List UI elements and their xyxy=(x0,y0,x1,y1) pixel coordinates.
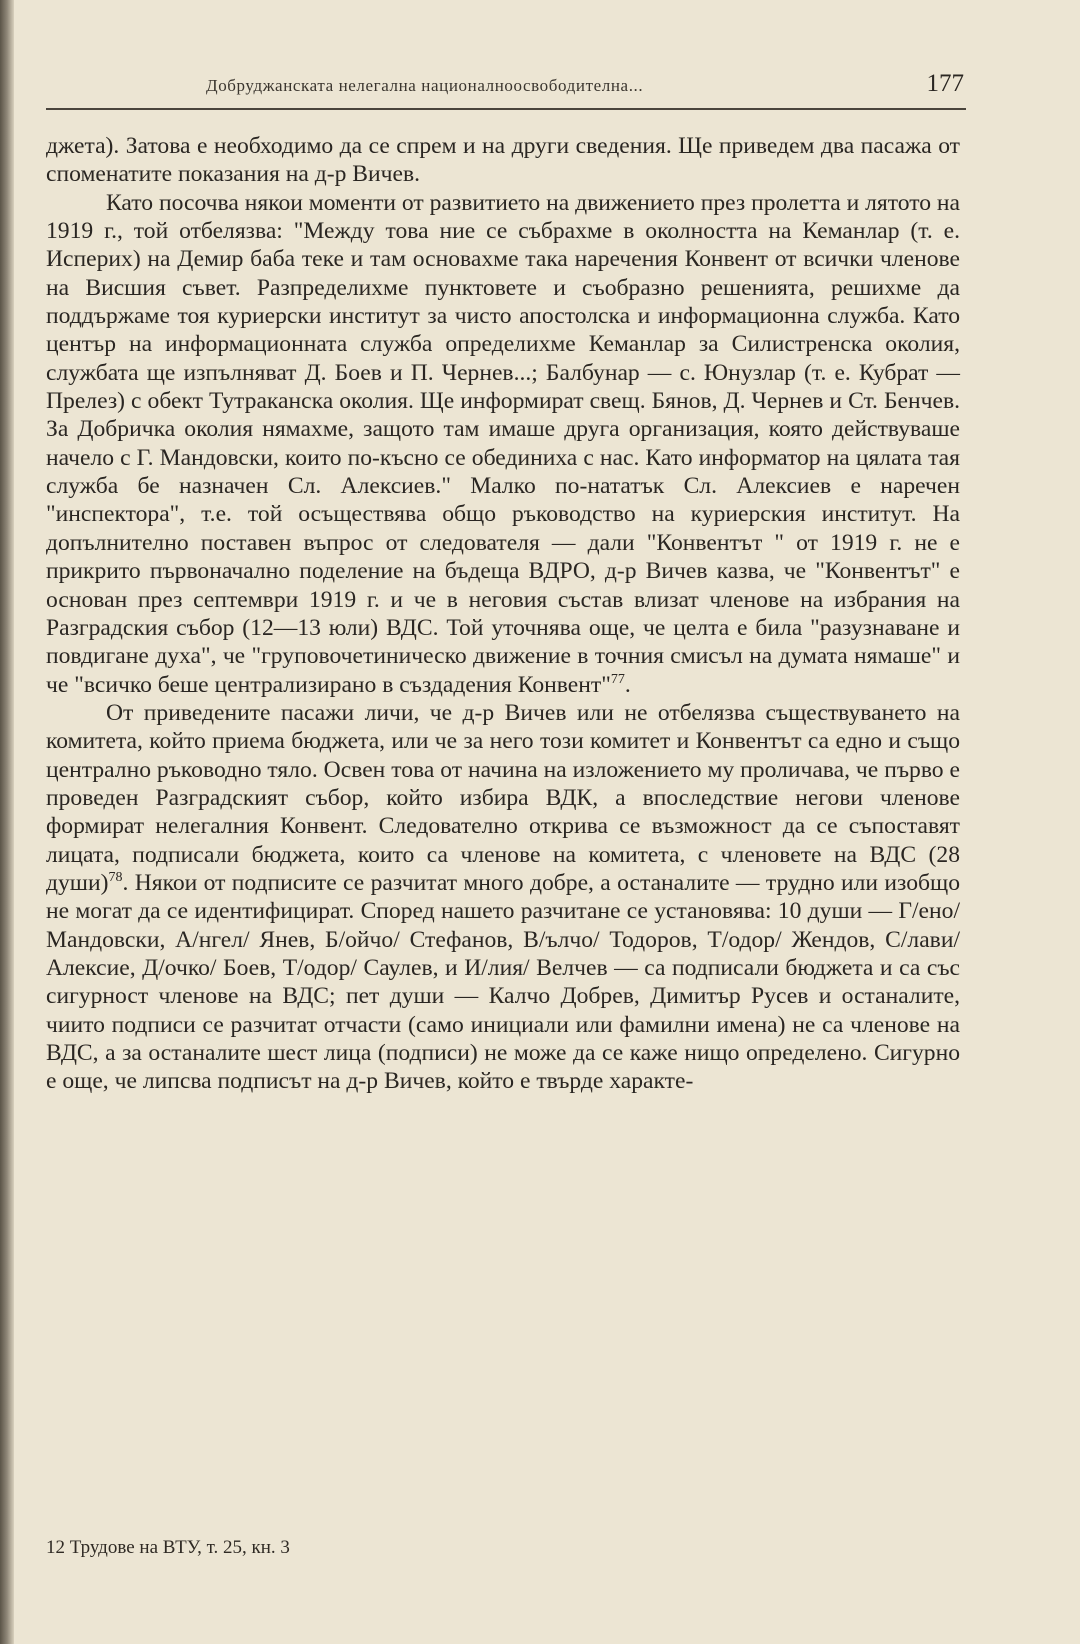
paragraph-3 xyxy=(46,699,960,1096)
footnote-ref-77: 77 xyxy=(610,671,625,687)
paragraph-3-text-a: От приведените пасажи личи, че д-р Вичев или не отбелязва съществуването на комитета, който приема бюджета, или че за него този комитет и Конвентът са едно и също централно ръководно тяло. Освен това от начина на изложението му проличава, че първо е проведен Разградският събор, който избира ВДК, а впоследствие негови членове формират нелегалния Конвент. Следователно открива се възможност да се съпоставят лицата, подписали бюджета, които са членове на комитета, с членовете на ВДС (28 души) xyxy=(46,699,960,896)
paragraph-3-text-b: . Някои от подписите се разчитат много добре, а останалите — трудно или изобщо не могат да се идентифицират. Според нашето разчитане се установява: 10 души — Г/ено/ Мандовски, А/нгел/ Янев, Б/ойчо/ Стефанов, В/ълчо/ Тодоров, Т/одор/ Жендов, С/лави/ Алексие, Д/очко/ Боев, Т/одор/ Саулев, и И/лия/ Велчев — са подписали бюджета и са със сигурност членове на ВДС; пет души — Калчо Добрев, Димитър Русев и останалите, чиито подписи се разчитат отчасти (само инициали или фамилни имена) не са членове на ВДС, а за останалите шест лица (подписи) не може да се каже нищо определено. Сигурно е още, че липсва подписът на д-р Вичев, който е твърде характе- xyxy=(46,869,960,1095)
paragraph-1: джета). Затова е необходимо да се спрем и на други сведения. Ще приведем два пасажа от споменатите показания на д-р Вичев. xyxy=(46,133,960,188)
running-title: Добруджанската нелегална националноосвободителна... xyxy=(206,76,644,95)
signature-line: 12 Трудове на ВТУ, т. 25, кн. 3 xyxy=(46,1537,290,1558)
paragraph-2-end: . xyxy=(624,671,631,698)
page-number: 177 xyxy=(926,70,964,97)
paragraph-2-text: Като посочва някои моменти от развитието на движението през пролетта и лятото на 1919 г., той отбелязва: "Между това ние се събрахме в околността на Кеманлар (т. е. Исперих) на Демир баба теке и там основахме така наречения Конвент от всички членове на Висшия съвет. Разпределихме пунктовете и съобразно решенията, решихме да поддържаме тоя куриерски институт за чисто апостолска и информационна служба. Като център на информационната служба определихме Кеманлар за Силистренска околия, службата ще изпълняват Д. Боев и П. Чернев...; Балбунар — с. Юнузлар (т. е. Кубрат — Прелез) с обект Тутраканска околия. Ще информират свещ. Бянов, Д. Чернев и Ст. Бенчев. За Добричка околия нямахме, защото там имаше друга организация, която действуваше начело с Г. Мандовски, които по-късно се обединиха с нас. Като информатор на цялата тая служба бе назначен Сл. Алексиев." Малко по-нататък Сл. Алексиев е наречен "инспектора", т.е. той осъществява общо ръководство на куриерския институт. На допълнително поставен въпрос от следователя — дали "Конвентът " от 1919 г. не е прикрито първоначално поделение на бъдеща ВДРО, д-р Вичев казва, че "Конвентът" е основан през септември 1919 г. и че в неговия състав влизат членове на избрания на Разградския събор (12—13 юли) ВДС. Той уточнява още, че целта е била "разузнаване и повдигане духа", че "груповочетиническо движение в точния смисъл на думата нямаше" и че "всичко беше централизирано в създадения Конвент" xyxy=(46,189,960,698)
paragraph-2 xyxy=(46,189,960,699)
page-binding-shadow xyxy=(0,0,14,1644)
body-text xyxy=(46,132,960,1096)
footnote-ref-78: 78 xyxy=(108,870,123,886)
running-header xyxy=(46,68,966,110)
